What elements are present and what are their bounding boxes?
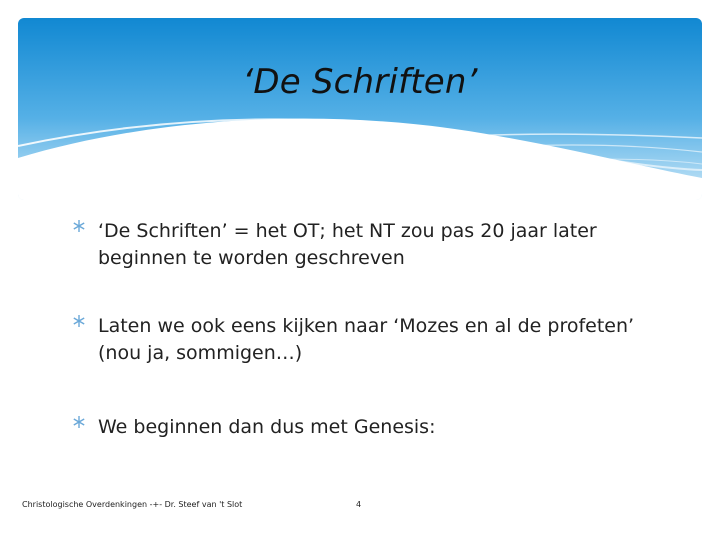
banner-background (18, 18, 702, 200)
title-banner (18, 18, 702, 200)
bullet-text: We beginnen dan dus met Genesis: (98, 416, 436, 438)
asterisk-icon (72, 314, 86, 328)
bullet-text: Laten we ook eens kijken naar ‘Mozes en al de profeten’ (nou ja, sommigen…) (98, 315, 635, 364)
slide-title: ‘De Schriften’ (242, 62, 478, 102)
asterisk-icon (72, 219, 86, 233)
bullet-text: ‘De Schriften’ = het OT; het NT zou pas 20 jaar later beginnen te worden geschreven (98, 220, 597, 269)
asterisk-icon (72, 415, 86, 429)
page-number: 4 (356, 500, 362, 509)
footer-author: Christologische Overdenkingen -+- Dr. Steef van 't Slot (22, 500, 243, 509)
